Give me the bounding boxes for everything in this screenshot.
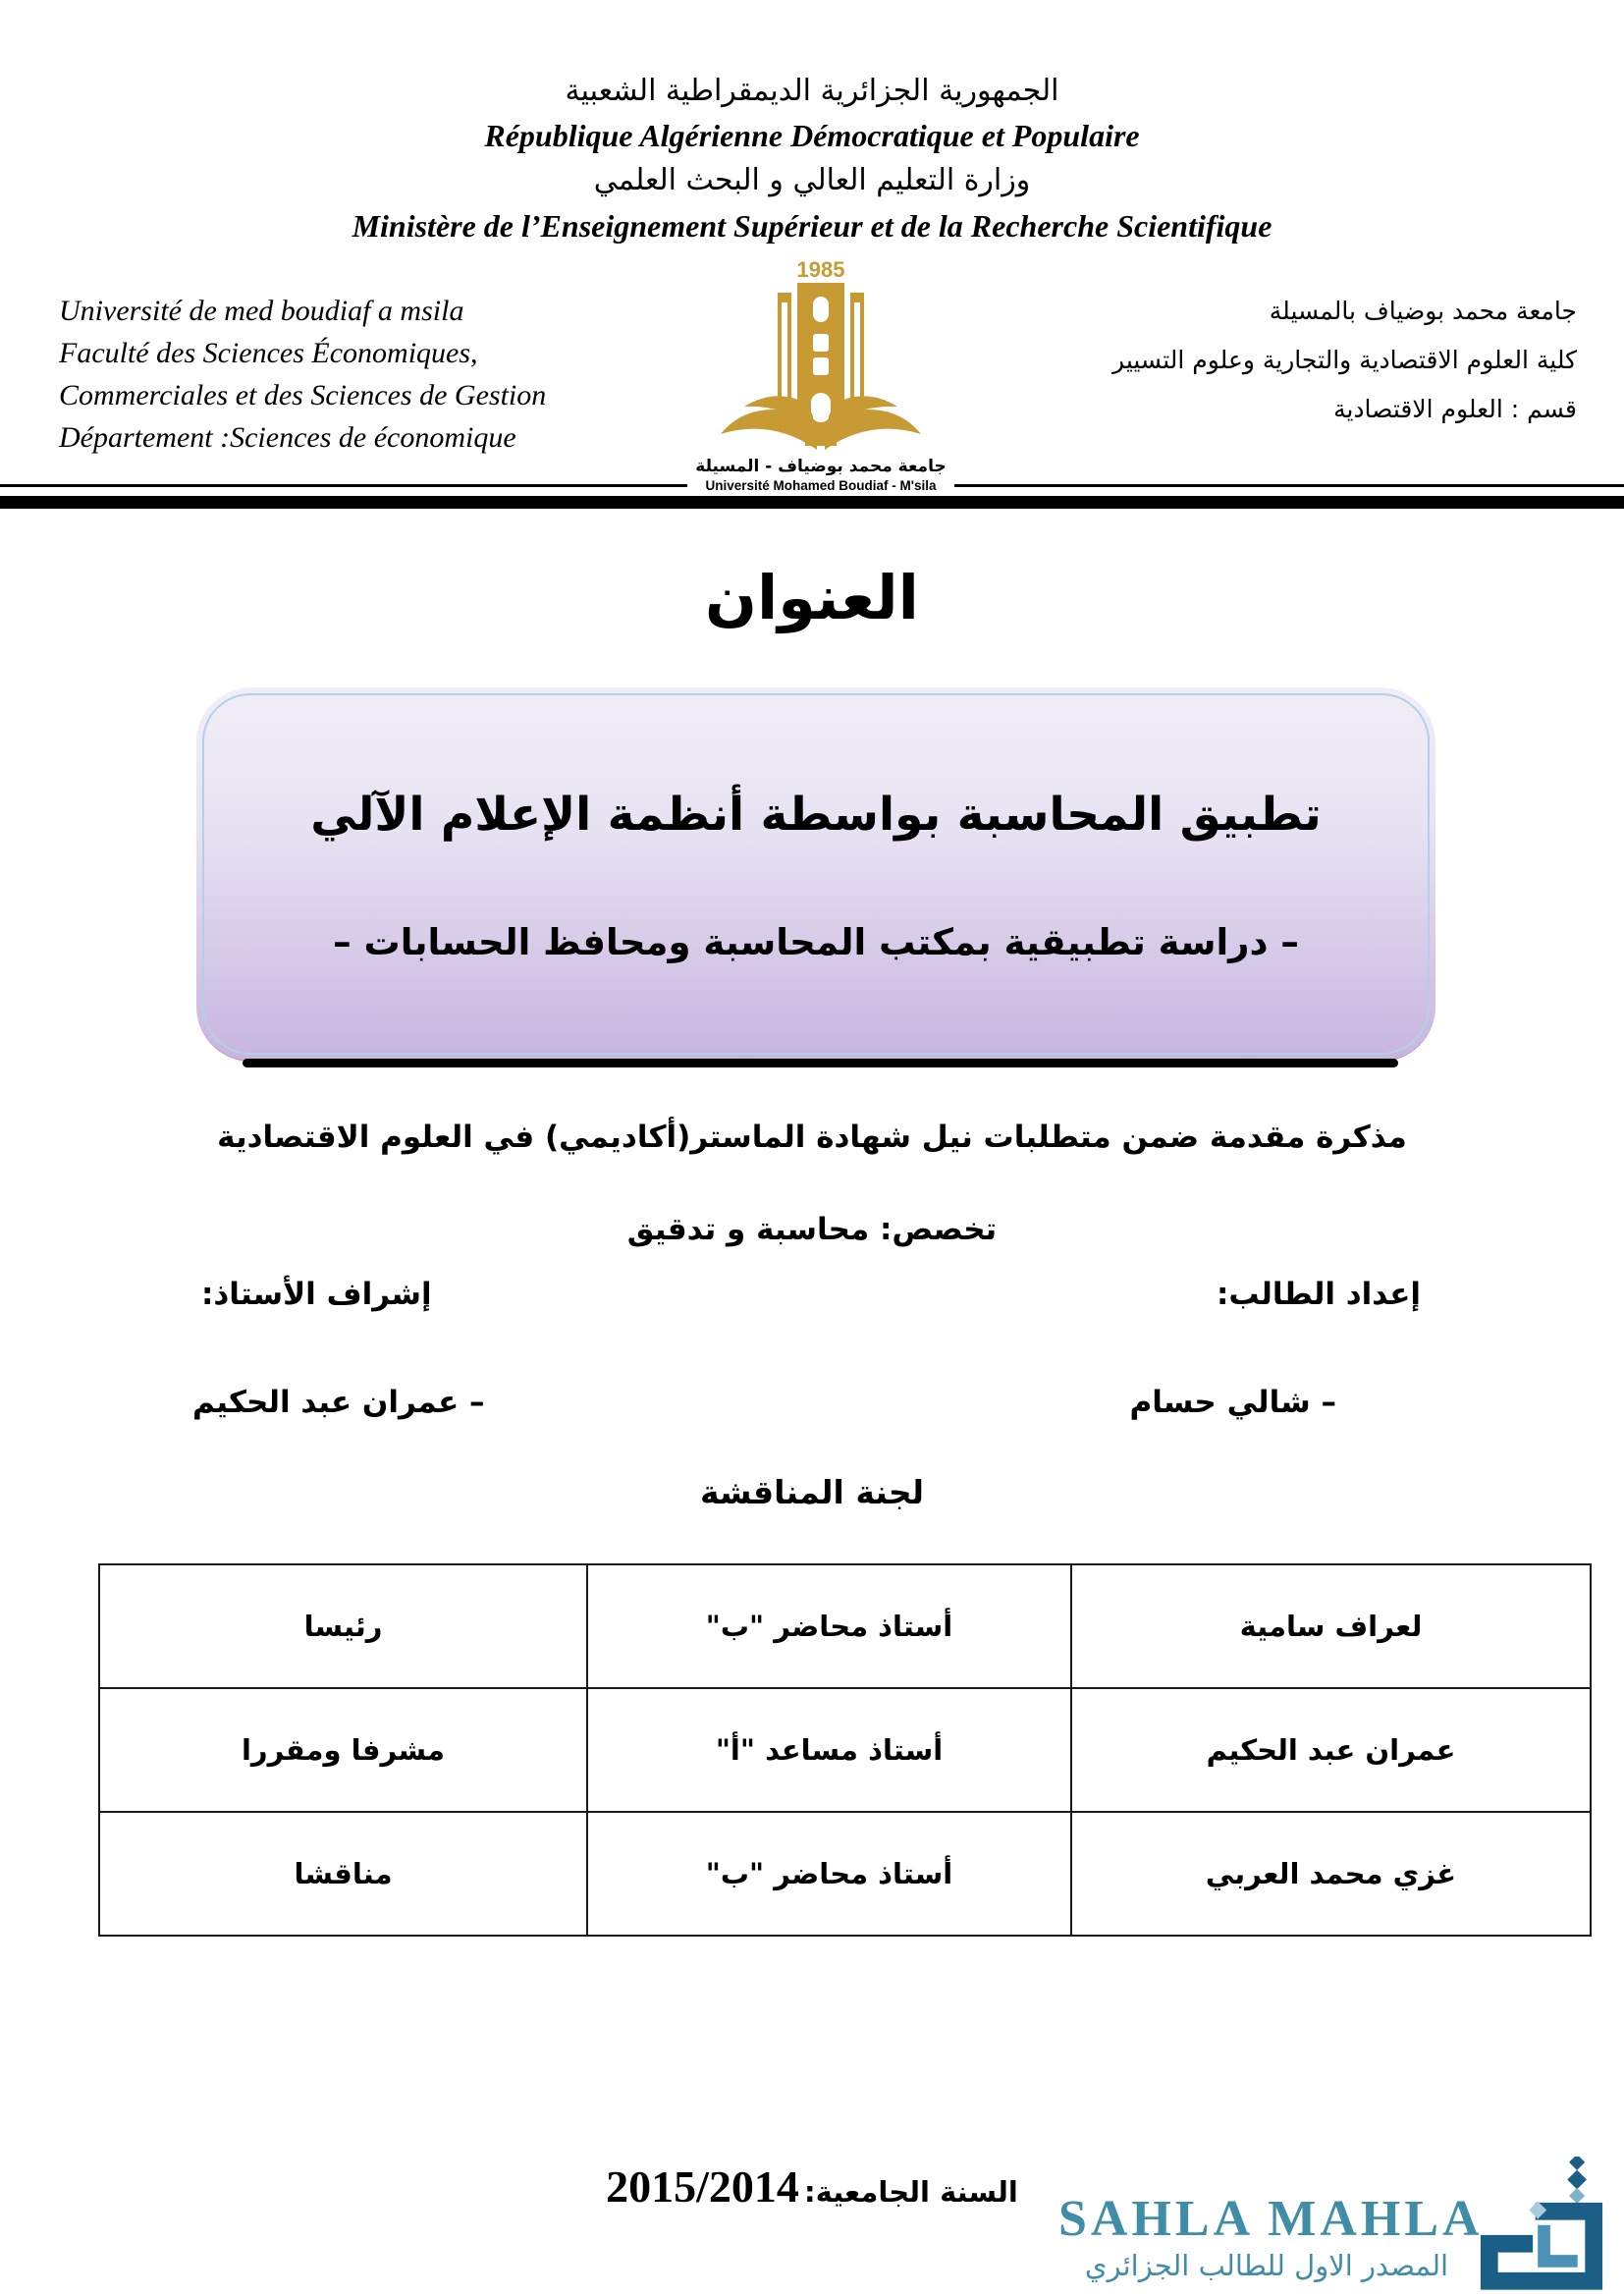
university-block-fr xyxy=(59,290,687,459)
logo-name-ar: جامعة محمد بوضياف - المسيلة xyxy=(695,457,947,476)
student-name: – شالي حسام xyxy=(1129,1385,1336,1420)
brand-name: SAHLA MAHLA xyxy=(1058,2191,1484,2247)
university-block-ar xyxy=(1027,287,1577,434)
title-box-shadow-bar xyxy=(243,1059,1398,1067)
member-grade: أستاذ محاضر "ب" xyxy=(587,1564,1071,1688)
table-row xyxy=(99,1688,1591,1812)
faculty-fr-line2: Commerciales et des Sciences de Gestion xyxy=(59,379,547,411)
university-emblem-icon xyxy=(707,257,935,456)
member-role: رئيسا xyxy=(99,1564,587,1688)
member-name: غزي محمد العربي xyxy=(1071,1812,1591,1936)
table-row xyxy=(99,1812,1591,1936)
header-republic-ar: الجمهورية الجزائرية الديمقراطية الشعبية xyxy=(565,74,1059,108)
brand-mark-knot xyxy=(1489,2212,1594,2281)
brand-mark-dots xyxy=(1567,2157,1587,2204)
header-republic-fr: République Algérienne Démocratique et Populaire xyxy=(484,118,1140,153)
faculty-fr-line: Faculté des Sciences Économiques, xyxy=(59,337,478,369)
thesis-subtitle: – دراسة تطبيقية بمكتب المحاسبة ومحافظ الحسابات – xyxy=(333,921,1299,963)
supervisor-name: – عمران عبد الحكيم xyxy=(192,1385,485,1420)
table-row xyxy=(99,1564,1591,1688)
academic-year-label: السنة الجامعية: xyxy=(804,2175,1018,2209)
member-name: عمران عبد الحكيم xyxy=(1071,1688,1591,1812)
department-ar-line: قسم : العلوم الاقتصادية xyxy=(1333,395,1577,423)
logo-name-fr: Université Mohamed Boudiaf - M'sila xyxy=(705,478,937,493)
header-ministry-fr: Ministère de l’Enseignement Supérieur et de la Recherche Scientifique xyxy=(352,208,1272,244)
member-name: لعراف سامية xyxy=(1071,1564,1591,1688)
member-role: مناقشا xyxy=(99,1812,587,1936)
committee-title: لجنة المناقشة xyxy=(699,1473,925,1511)
thesis-title: تطبيق المحاسبة بواسطة أنظمة الإعلام الآلي xyxy=(310,788,1322,842)
faculty-ar-line: كلية العلوم الاقتصادية والتجارية وعلوم التسيير xyxy=(1112,346,1577,374)
student-label: إعداد الطالب: xyxy=(1217,1277,1421,1312)
committee-table xyxy=(98,1563,1592,1937)
divider-thick-line xyxy=(0,496,1624,509)
member-grade: أستاذ مساعد "أ" xyxy=(587,1688,1071,1812)
academic-year-value: 2015/2014 xyxy=(606,2161,799,2212)
thesis-title-box xyxy=(196,687,1435,1061)
university-ar-line: جامعة محمد بوضياف بالمسيلة xyxy=(1269,297,1577,325)
member-grade: أستاذ محاضر "ب" xyxy=(587,1812,1071,1936)
brand-mark-icon xyxy=(1467,2157,1616,2296)
brand-logo xyxy=(1467,2157,1616,2296)
brand-tagline: المصدر الاول للطالب الجزائري xyxy=(1084,2249,1449,2282)
department-fr-line: Département :Sciences de économique xyxy=(59,421,516,454)
specialty-line: تخصص: محاسبة و تدقيق xyxy=(626,1212,998,1247)
supervisor-label: إشراف الأستاذ: xyxy=(201,1277,432,1312)
header-ministry-ar: وزارة التعليم العالي و البحث العلمي xyxy=(593,163,1031,197)
university-logo xyxy=(687,257,954,496)
logo-year: 1985 xyxy=(796,257,845,282)
page-title: العنوان xyxy=(705,562,919,633)
thesis-title-box-border xyxy=(202,693,1430,1055)
memo-line: مذكرة مقدمة ضمن متطلبات نيل شهادة الماستر(أكاديمي) في العلوم الاقتصادية xyxy=(217,1120,1407,1155)
member-role: مشرفا ومقررا xyxy=(99,1688,587,1812)
university-fr-line: Université de med boudiaf a msila xyxy=(59,295,464,327)
